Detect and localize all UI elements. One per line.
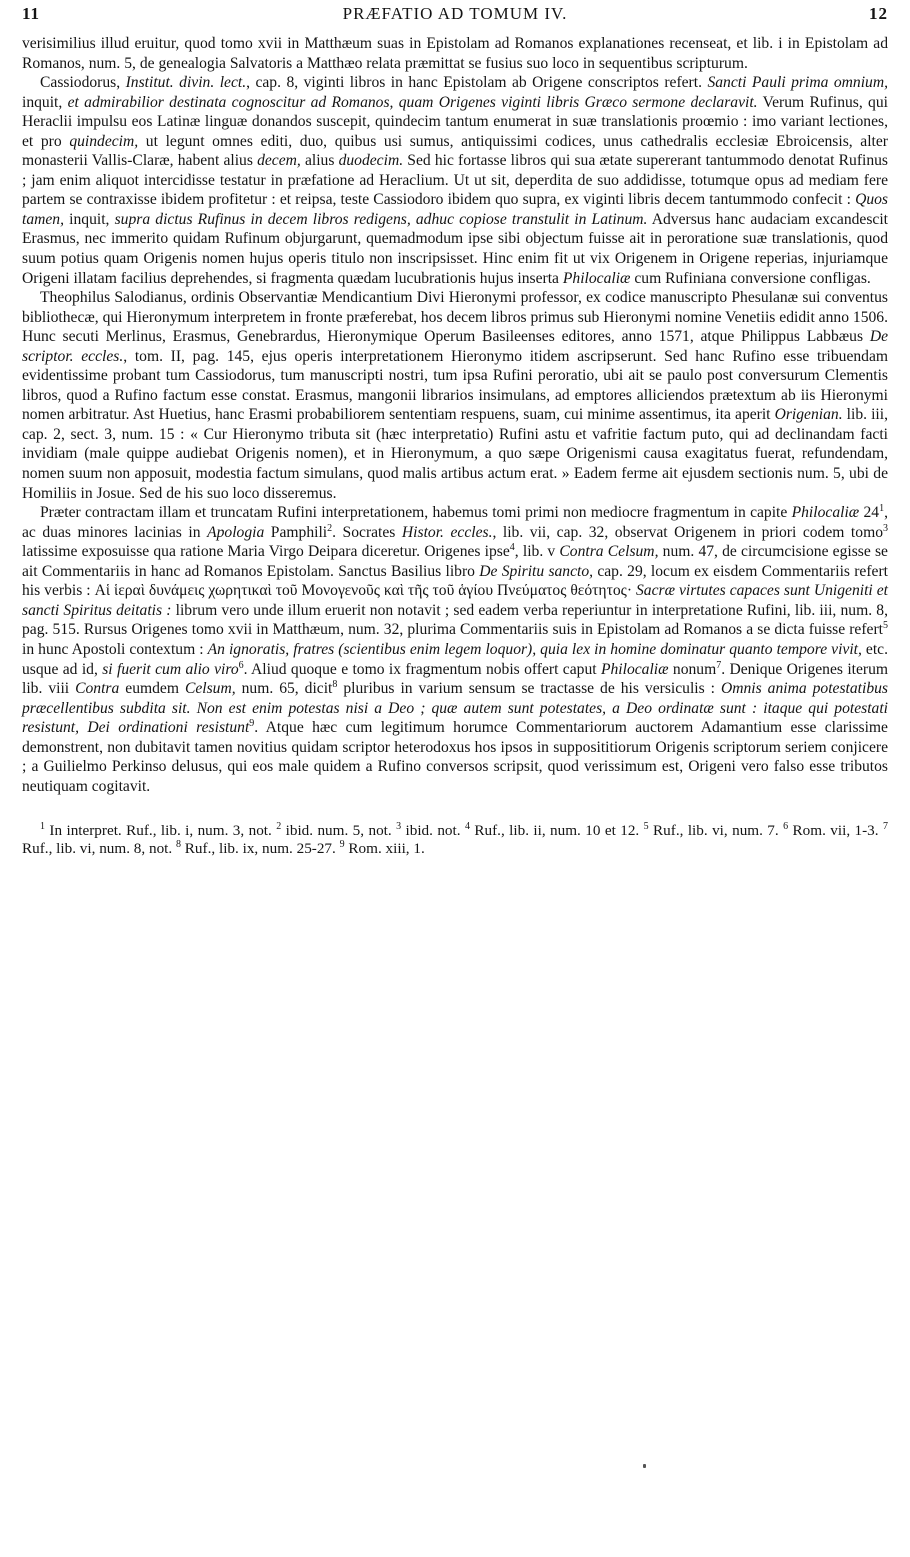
main-text [22,34,888,796]
running-title: PRÆFATIO AD TOMUM IV. [342,4,568,23]
footnote-marker: 6 [238,659,244,671]
footnote-text: Rom. xiii, 1. [344,840,425,858]
italic-run: Origenian. [774,406,843,424]
footnote-marker: 1 [879,502,885,514]
text-run: ut legunt omnes editi, duo, quibus usi sumus, antiquissimi codices, unus cathedralis ecclesiæ Ebroicensis, alter monasterii Vallis-Claræ, habent alius [22,132,888,170]
footnote-marker: 2 [327,522,333,534]
text-run: Sed hic fortasse libros qui sua ætate supererant tantummodo denotat Rufinus ; jam enim aliquot intercidisse testatur in præfatione ad Heraclium. Ut ut sit, deperdita de suo addidisse, totumque opus ad mediam fere partem se contraxisse ibidem profitetur : et reipsa, teste Cassiodoro ibidem quo supra, ex viginti libris decem tantummodo confecit : [22,152,889,209]
italic-run: Contra Celsum, [559,543,659,561]
text-run: Adversus hanc audaciam excandescit Erasmus, nec immerito quidam Rufinum objurgarunt, quemadmodum ipse sibi objectum fuisse ait in peroratione suæ translationis, quod suum potius quam Origenis nomen hujus operis titulo non inscripsisset. Hinc enim fit ut vix Origenem in Origene reperias, injuriamque Origeni illatam facilius deprehendes, si fragmenta quædam lucubrationis hujus inserta [22,210,888,287]
page-number-right: 12 [869,4,888,23]
footnote-text: ibid. not. [401,822,465,840]
text-run: . Aliud quoque e tomo ix fragmentum nobis offert caput [243,660,601,678]
footnote-text: Ruf., lib. vi, num. 7. [648,822,784,840]
text-run: in hunc Apostoli contextum : [22,640,208,658]
paragraph [22,34,888,73]
text-run: Pamphili [264,523,328,541]
footnote-number: 6 [783,821,789,833]
italic-run: Sancti Pauli prima omnium, [707,74,888,92]
text-run: eumdem [119,680,185,698]
footnote-text: ibid. num. 5, not. [281,822,397,840]
footnote-text: Ruf., lib. vi, num. 8, not. [22,840,176,858]
text-run: . Atque hæc cum legitimum horumce Commentariorum auctorem Adamantium esse clarissime demonstrent, non dubitavit tamen novitius quidam scriptor heterodoxus hos ipsos in supposititiorum Origenis scriptorum seriem conjicere ; a Guilielmo Perkinso delusus, qui eos male quidem a Rufino conversos scripsit, quod verissimum est, Origeni vero falso esse tributos neutiquam cogitavit. [22,719,888,795]
italic-run: Omnis anima potestatibus præcellentibus subdita sit. Non est enim potestas nisi a Deo ; quæ autem sunt potestates, a Deo ordinatæ sunt : itaque qui potestati resistunt, Dei ordinationi resistunt [22,680,888,737]
footnote-text: Ruf., lib. ix, num. 25-27. [181,840,340,858]
text-run: , cap. 8, viginti libros in hanc Epistolam ab Origene conscriptos refert. [246,74,708,92]
footnote-marker: 3 [883,522,888,534]
page-header [22,4,888,34]
italic-run: Quos tamen, [22,191,888,228]
text-run: cum Rufiniana conversione confligas. [630,269,871,287]
italic-run: Institut. divin. lect. [125,74,247,92]
text-run: num. 47, de circumcisione egisse se ait Commentariis in hanc ad Romanos Epistolam. Sanctus Basilius libro [22,543,888,580]
italic-run: Philocaliæ [600,660,669,678]
italic-run: Philocaliæ [562,269,631,287]
italic-run: Histor. eccles. [401,523,493,541]
italic-run: supra dictus Rufinus in decem libros redigens, adhuc copiose transtulit in Latinum. [114,210,648,228]
italic-run: Apologia [207,523,265,541]
text-run: . Denique Origenes iterum lib. viii [22,660,889,698]
text-run: nonum [668,660,717,678]
italic-run: duodecim. [338,152,404,170]
footnote-number: 5 [643,821,649,833]
italic-run: decem, [257,152,301,170]
text-run: 24 [859,504,880,522]
text-run: alius [300,152,339,170]
italic-run: Contra [75,680,120,698]
footnote-text: Rom. vii, 1-3. [788,822,883,840]
footnote-marker: 8 [332,678,338,690]
footnote-number: 8 [176,839,181,851]
text-run: librum vero unde illum eruerit non notavit ; sed eadem verba reperiuntur in interpretatione Rufini, lib. iii, num. 8, pag. 515. Rursus Origenes tomo xvii in Matthæum, num. 32, plurima Commentariis suis in Epistolam ad Romanos a se dicta fuisse refert [22,601,889,639]
paragraph [22,73,888,288]
italic-run: Celsum, [184,680,236,698]
footnote-text: In interpret. Ruf., lib. i, num. 3, not. [45,822,277,840]
italic-run: De Spiritu sancto, [479,562,594,580]
italic-run: Sacræ virtutes capaces sunt Unigeniti et sancti Spiritus deitatis : [22,582,888,619]
text-run: , tom. II, pag. 145, ejus operis interpretationem Hieronymo itidem ascripserunt. Sed hanc Rufino esse tribuendam evidentissime probant tum Cassiodorus, tum manuscripti nostri, tum ipsa Rufini peroratio, ubi ait se paulo post conversurum Clementis libros, quod a Rufino factum esse constat. Erasmus, mangonii librarios insimulans, ad emptores alliciendos prætextum ab iis Hieronymi nomen arbitratur. Ast Huetius, hanc Erasmi probabiliorem sententiam respuens, suam, cui minime assentimus, ita aperit [22,347,889,424]
footnote-number: 7 [882,821,888,833]
paragraph [22,288,888,503]
text-run: , ac duas minores lacinias in [22,504,888,541]
text-run: lib. iii, cap. 2, sect. 3, num. 15 : « Cur Hieronymo tributa sit (hæc interpretatio) Rufini astu et vafritie factum puto, qui ad declinandam facti invidiam (male quippe audiebat Origenis nomen), et in Hieronymum, a quo sæpe Origenismi causa exagitatus fuerat, refundendam, nomen suum non apposuit, modestia factum simulans, quod malis artibus actum erat. » Eadem ferme ait ejusdem sectionis num. 5, ubi de Homiliis in Josue. Sed de his suo loco disseremus. [22,406,888,502]
footnote-line [22,822,888,858]
ink-speck [643,1464,646,1468]
page-number-left: 11 [22,4,41,23]
footnote-number: 4 [464,821,470,833]
footnote-text: Ruf., lib. ii, num. 10 et 12. [469,822,644,840]
text-run: pluribus in varium sensum se tractasse de his versiculis : [337,680,721,698]
text-run: cap. 29, locum ex eisdem Commentariis refert his verbis : Αἱ ἱεραὶ δυνάμεις χωρητικαὶ τοῦ Μονογενοῦς καὶ τῆς τοῦ ἁγίου Πνεύματος θεότητος· [22,562,888,600]
text-run: etc. usque ad id, [22,640,888,678]
text-run: Præter contractam illam et truncatam Rufini interpretationem, habemus tomi primi non mediocre fragmentum in capite [40,504,792,522]
text-run: Verum Rufinus, qui Heraclii impulsu eos Latinæ linguæ donandos suscepit, quindecim tantum enumerat in suæ translationis proœmio : imo variant lectiones, et pro [22,93,888,150]
text-run: , lib. vii, cap. 32, observat Origenem in priori codem tomo [492,523,883,541]
footnote-number: 1 [40,821,45,833]
text-run: Theophilus Salodianus, ordinis Observantiæ Mendicantium Divi Hieronymi professor, ex codice manuscripto Phesulanæ sui conventus bibliothecæ, qui Hieronymum interpretem in fronte præferebat, hos decem libros primus sub Hieronymi nomine Venetiis edidit anno 1506. Hunc secuti Merlinus, Erasmus, Genebrardus, Hieronymique Operum Basileenses editores, anno 1571, atque Philippus Labbæus [22,289,888,346]
footnote-marker: 4 [509,542,515,554]
italic-run: Philocaliæ [791,504,860,522]
footnote-number: 9 [339,839,345,851]
text-run: inquit, [22,93,68,111]
italic-run: et admirabilior destinata cognoscitur ad Romanos, quam Origenes viginti libris Græco sermone declaravit. [67,93,758,111]
paragraph [22,503,888,796]
footnote-number: 2 [276,821,282,833]
footnote-marker: 7 [716,659,722,671]
document-page [22,4,888,858]
italic-run: si fuerit cum alio viro [102,660,239,678]
footnote-marker: 5 [883,620,888,632]
italic-run: quindecim, [69,132,139,150]
italic-run: De scriptor. eccles. [22,328,888,365]
footnotes [22,822,888,858]
footnote-marker: 9 [249,717,255,729]
text-run: inquit, [64,210,115,228]
text-run: verisimilius illud eruitur, quod tomo xvii in Matthæum suas in Epistolam ad Romanos explanationes recenseat, et lib. i in Epistolam ad Romanos, num. 5, de genealogia Salvatoris a Matthæo relata præmittat se fusius suo loco in sequentibus scripturum. [22,35,888,72]
text-run: Cassiodorus, [40,74,126,92]
text-run: latissime exposuisse qua ratione Maria Virgo Deipara diceretur. Origenes ipse [22,543,510,561]
text-run: , lib. v [514,543,560,561]
italic-run: An ignoratis, fratres (scientibus enim legem loquor), quia lex in homine dominatur quanto tempore vivit, [207,640,862,658]
footnote-number: 3 [396,821,402,833]
text-run: . Socrates [332,523,402,541]
text-run: num. 65, dicit [235,680,333,698]
